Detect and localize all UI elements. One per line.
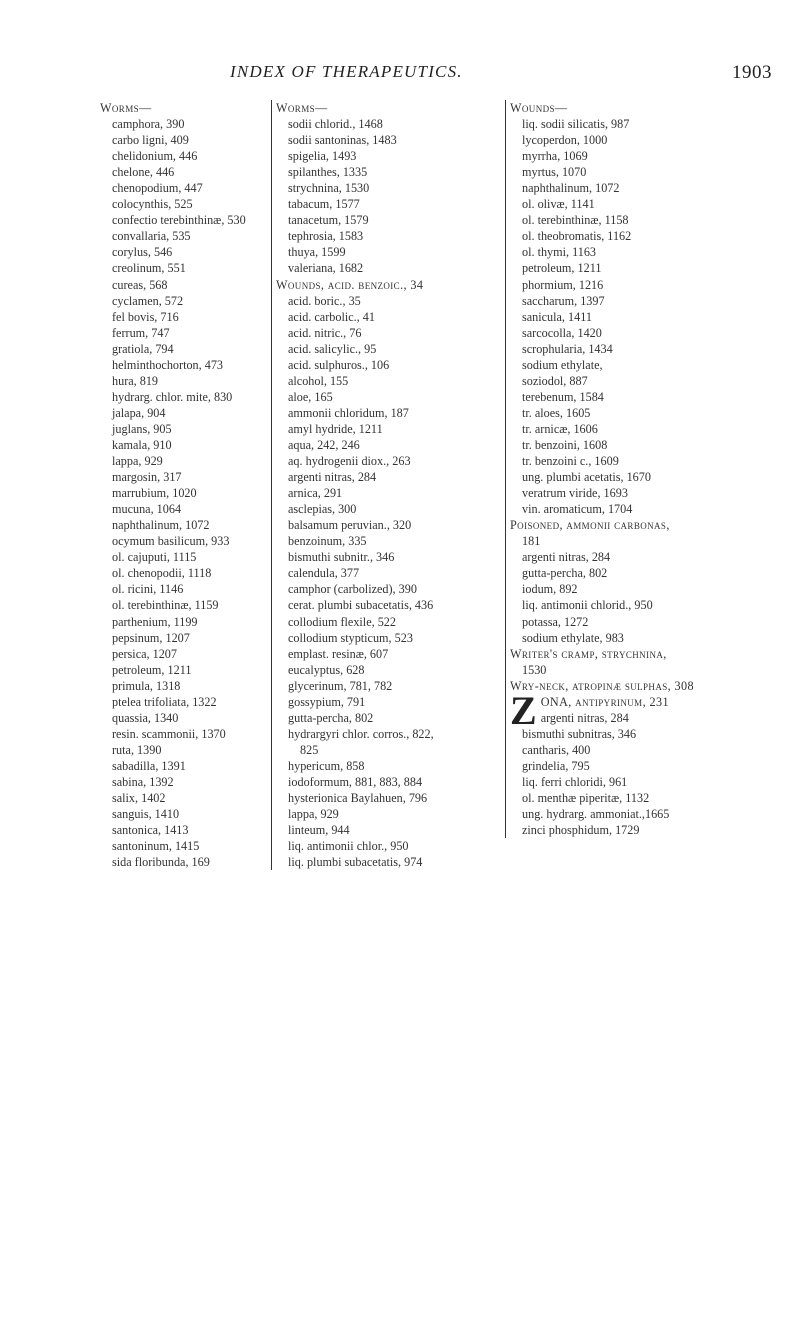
index-entry: 181 (522, 534, 541, 549)
index-entry: carbo ligni, 409 (112, 133, 189, 148)
index-entry: sanicula, 1411 (522, 309, 592, 324)
index-entry: eucalyptus, 628 (288, 662, 365, 677)
index-heading-text: Writer's cramp, strychnina, (510, 646, 667, 661)
index-entry: cyclamen, 572 (112, 293, 184, 308)
index-entry: sarcocolla, 1420 (522, 325, 602, 340)
index-entry: sodium ethylate, 983 (522, 630, 624, 645)
index-entry-continuation: 825 (300, 742, 319, 757)
index-entry: asclepias, 300 (288, 502, 357, 517)
index-heading (276, 277, 501, 293)
index-entry: parthenium, 1199 (112, 614, 198, 629)
index-entry: sanguis, 1410 (112, 807, 180, 822)
index-entry: arnica, 291 (288, 486, 343, 501)
index-entry: margosin, 317 (112, 470, 182, 485)
index-entry: acid. carbolic., 41 (288, 309, 375, 324)
index-entry: calendula, 377 (288, 566, 360, 581)
index-entry: juglans, 905 (112, 421, 172, 436)
index-entry: camphora, 390 (112, 117, 185, 132)
index-entry: terebenum, 1584 (522, 389, 604, 404)
index-entry: lycoperdon, 1000 (522, 133, 608, 148)
index-entry: vin. aromaticum, 1704 (522, 502, 633, 517)
index-heading (276, 100, 501, 116)
index-entry: resin. scammonii, 1370 (112, 726, 226, 741)
index-entry: tr. benzoini, 1608 (522, 437, 608, 452)
index-entry: persica, 1207 (112, 646, 177, 661)
page-title: INDEX OF THERAPEUTICS. (230, 62, 463, 81)
page-number: 1903 (732, 62, 772, 83)
index-entry: collodium flexile, 522 (288, 614, 396, 629)
index-entry: sabadilla, 1391 (112, 758, 186, 773)
index-entry: liq. sodii silicatis, 987 (522, 117, 630, 132)
index-entry: scrophularia, 1434 (522, 341, 613, 356)
index-entry: veratrum viride, 1693 (522, 486, 628, 501)
index-heading (510, 517, 780, 533)
index-entry: aloe, 165 (288, 389, 333, 404)
index-entry: lappa, 929 (288, 807, 339, 822)
index-entry: quassia, 1340 (112, 710, 179, 725)
index-entry: hura, 819 (112, 373, 159, 388)
index-entry: convallaria, 535 (112, 229, 191, 244)
index-entry: ol. thymi, 1163 (522, 245, 597, 260)
index-entry: mucuna, 1064 (112, 502, 182, 517)
page-header (0, 62, 800, 86)
index-entry: collodium stypticum, 523 (288, 630, 413, 645)
index-entry: sida floribunda, 169 (112, 855, 210, 870)
index-entry: ol. chenopodii, 1118 (112, 566, 212, 581)
index-entry: tr. benzoini c., 1609 (522, 454, 619, 469)
index-entry: liq. antimonii chlor., 950 (288, 839, 409, 854)
index-entry: argenti nitras, 284 (288, 470, 377, 485)
index-entry: cantharis, 400 (522, 742, 591, 757)
index-entry: fel bovis, 716 (112, 309, 179, 324)
index-entry: acid. boric., 35 (288, 293, 361, 308)
index-entry: ferrum, 747 (112, 325, 170, 340)
index-entry: phormium, 1216 (522, 277, 604, 292)
index-entry: ruta, 1390 (112, 742, 162, 757)
index-heading-text: Wounds, acid. benzoic., 34 (276, 277, 424, 292)
index-entry: chenopodium, 447 (112, 181, 203, 196)
index-entry: ptelea trifoliata, 1322 (112, 694, 217, 709)
index-entry: gossypium, 791 (288, 694, 366, 709)
index-entry: balsamum peruvian., 320 (288, 518, 412, 533)
index-entry: chelone, 446 (112, 165, 175, 180)
index-entry: hysterionica Baylahuen, 796 (288, 791, 428, 806)
index-entry: iodoformum, 881, 883, 884 (288, 774, 423, 789)
index-entry: saccharum, 1397 (522, 293, 605, 308)
index-entry: sodii santoninas, 1483 (288, 133, 397, 148)
index-entry: cureas, 568 (112, 277, 168, 292)
index-entry: santoninum, 1415 (112, 839, 200, 854)
index-entry: camphor (carbolized), 390 (288, 582, 417, 597)
index-entry: ol. terebinthinæ, 1159 (112, 598, 219, 613)
index-entry: myrrha, 1069 (522, 149, 588, 164)
index-entry: liq. ferri chloridi, 961 (522, 774, 628, 789)
index-heading (510, 678, 780, 694)
index-entry: santonica, 1413 (112, 823, 189, 838)
index-entry: colocynthis, 525 (112, 197, 193, 212)
index-entry: spilanthes, 1335 (288, 165, 368, 180)
index-entry: helminthochorton, 473 (112, 357, 224, 372)
index-entry: bismuthi subnitras, 346 (522, 726, 637, 741)
index-entry: argenti nitras, 284 (522, 550, 611, 565)
index-entry: corylus, 546 (112, 245, 173, 260)
index-heading-text: Worms— (100, 101, 152, 115)
index-entry: zinci phosphidum, 1729 (522, 823, 640, 838)
index-heading (510, 100, 780, 116)
index-entry: pepsinum, 1207 (112, 630, 190, 645)
index-entry: emplast. resinæ, 607 (288, 646, 389, 661)
index-entry: bismuthi subnitr., 346 (288, 550, 395, 565)
index-entry: gratiola, 794 (112, 341, 174, 356)
index-entry: ocymum basilicum, 933 (112, 534, 230, 549)
index-entry: liq. antimonii chlorid., 950 (522, 598, 653, 613)
index-entry: valeriana, 1682 (288, 261, 364, 276)
index-entry: primula, 1318 (112, 678, 181, 693)
index-entry: glycerinum, 781, 782 (288, 678, 393, 693)
drop-cap-letter: Z (510, 687, 537, 733)
index-entry: salix, 1402 (112, 791, 166, 806)
index-entry: ol. ricini, 1146 (112, 582, 184, 597)
index-entry: myrtus, 1070 (522, 165, 587, 180)
index-entry: hydrarg. chlor. mite, 830 (112, 389, 233, 404)
index-heading-text: ONA, antipyrinum, 231 (540, 694, 669, 709)
index-entry: liq. plumbi subacetatis, 974 (288, 855, 423, 870)
index-entry: acid. sulphuros., 106 (288, 357, 390, 372)
index-entry: naphthalinum, 1072 (522, 181, 620, 196)
index-entry: tabacum, 1577 (288, 197, 360, 212)
index-entry: ol. olivæ, 1141 (522, 197, 595, 212)
index-entry: amyl hydride, 1211 (288, 421, 383, 436)
index-entry: naphthalinum, 1072 (112, 518, 210, 533)
index-heading (100, 100, 262, 116)
index-entry: soziodol, 887 (522, 373, 588, 388)
index-entry: argenti nitras, 284 (540, 710, 629, 725)
index-entry: spigelia, 1493 (288, 149, 357, 164)
index-entry: aqua, 242, 246 (288, 437, 360, 452)
index-entry: acid. nitric., 76 (288, 325, 362, 340)
index-entry: grindelia, 795 (522, 758, 590, 773)
index-entry: sabina, 1392 (112, 774, 174, 789)
index-entry: 1530 (522, 662, 547, 677)
index-entry: confectio terebinthinæ, 530 (112, 213, 246, 228)
index-heading-text: Wounds— (510, 101, 568, 115)
index-entry: lappa, 929 (112, 454, 163, 469)
index-entry: potassa, 1272 (522, 614, 589, 629)
index-heading-text: Wry-neck, atropinæ sulphas, 308 (510, 678, 695, 693)
index-entry: petroleum, 1211 (112, 662, 192, 677)
index-entry: kamala, 910 (112, 437, 172, 452)
index-heading (510, 646, 780, 662)
index-entry: creolinum, 551 (112, 261, 186, 276)
index-entry: ung. hydrarg. ammoniat.,1665 (522, 807, 670, 822)
index-entry: strychnina, 1530 (288, 181, 370, 196)
index-entry: gutta-percha, 802 (522, 566, 608, 581)
index-entry: ol. menthæ piperitæ, 1132 (522, 791, 650, 806)
index-column-1 (100, 100, 262, 870)
index-entry: tr. aloes, 1605 (522, 405, 591, 420)
index-column-2 (271, 100, 501, 870)
index-heading-text: Worms— (276, 101, 328, 115)
index-entry: chelidonium, 446 (112, 149, 198, 164)
index-entry: jalapa, 904 (112, 405, 166, 420)
index-entry: marrubium, 1020 (112, 486, 197, 501)
index-entry: hypericum, 858 (288, 758, 365, 773)
index-entry: tephrosia, 1583 (288, 229, 364, 244)
index-entry: cerat. plumbi subacetatis, 436 (288, 598, 434, 613)
index-entry: thuya, 1599 (288, 245, 346, 260)
index-entry: alcohol, 155 (288, 373, 349, 388)
index-entry: tr. arnicæ, 1606 (522, 421, 598, 436)
index-column-3 (505, 100, 780, 838)
index-entry: sodium ethylate, (522, 357, 603, 372)
index-entry: ol. terebinthinæ, 1158 (522, 213, 629, 228)
index-entry: tanacetum, 1579 (288, 213, 369, 228)
index-entry: hydrargyri chlor. corros., 822, (288, 726, 434, 741)
index-entry: ammonii chloridum, 187 (288, 405, 409, 420)
index-entry: linteum, 944 (288, 823, 350, 838)
index-entry: ol. theobromatis, 1162 (522, 229, 632, 244)
index-entry: ol. cajuputi, 1115 (112, 550, 197, 565)
index-entry: gutta-percha, 802 (288, 710, 374, 725)
index-entry: acid. salicylic., 95 (288, 341, 377, 356)
index-entry: ung. plumbi acetatis, 1670 (522, 470, 651, 485)
index-heading-text: Poisoned, ammonii carbonas, (510, 518, 670, 533)
index-entry: iodum, 892 (522, 582, 578, 597)
index-entry: sodii chlorid., 1468 (288, 117, 383, 132)
index-entry: aq. hydrogenii diox., 263 (288, 454, 411, 469)
index-entry: petroleum, 1211 (522, 261, 602, 276)
index-entry: benzoinum, 335 (288, 534, 367, 549)
